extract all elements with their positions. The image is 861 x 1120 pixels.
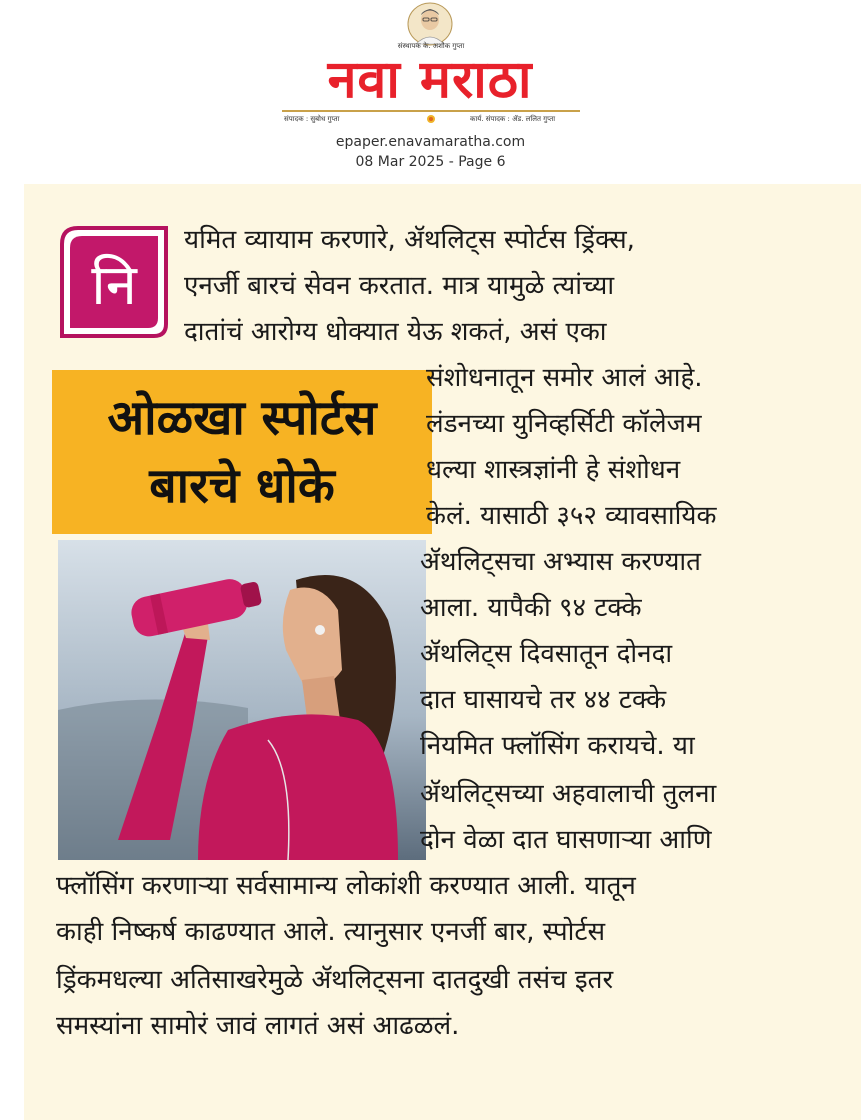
body-line: केलं. यासाठी ३५२ व्यावसायिक (426, 501, 717, 531)
dropcap-letter: नि (91, 253, 137, 318)
newspaper-logo[interactable]: नवा मराठा (327, 50, 533, 110)
body-line: दोन वेळा दात घासणाऱ्या आणि (420, 825, 712, 855)
rosette-icon (424, 113, 438, 125)
epaper-url[interactable]: epaper.enavamaratha.com (335, 134, 526, 150)
headline-box (52, 370, 432, 534)
executive-editor-credit: कार्य. संपादक : ॲड. ललित गुप्ता (470, 115, 556, 123)
body-line: धल्या शास्त्रज्ञांनी हे संशोधन (426, 455, 681, 485)
headline-line-1: ओळखा स्पोर्टस (107, 390, 377, 446)
dropcap-badge (54, 224, 174, 342)
body-line: आला. यापैकी ९४ टक्के (420, 593, 642, 623)
woman-drinking-water-photo (58, 540, 426, 860)
headline-line-2: बारचे धोके (149, 458, 335, 514)
body-line: यमित व्यायाम करणारे, ॲथलिट्स स्पोर्टस ड्रिंक्स, (184, 225, 635, 255)
body-line: फ्लॉसिंग करणाऱ्या सर्वसामान्य लोकांशी करण्यात आली. यातून (56, 871, 636, 901)
logo-divider (282, 110, 580, 112)
body-line: दात घासायचे तर ४४ टक्के (420, 685, 667, 715)
masthead (0, 0, 861, 180)
founder-tagline: संस्थापक के. अशोक गुप्ता (397, 42, 465, 50)
body-line: दातांचं आरोग्य धोक्यात येऊ शकतं, असं एका (184, 317, 607, 347)
body-line: लंडनच्या युनिव्हर्सिटी कॉलेजम (426, 409, 702, 439)
article-card (24, 184, 861, 1120)
body-line: नियमित फ्लॉसिंग करायचे. या (420, 731, 695, 761)
body-line: ॲथलिट्स दिवसातून दोनदा (420, 639, 673, 669)
editor-credit: संपादक : सुबोध गुप्ता (284, 115, 340, 123)
body-line: संशोधनातून समोर आलं आहे. (426, 363, 703, 393)
body-line: ॲथलिट्सचा अभ्यास करण्यात (420, 547, 701, 577)
body-line: एनर्जी बारचं सेवन करतात. मात्र यामुळे त्यांच्या (184, 271, 615, 301)
body-line: समस्यांना सामोरं जावं लागतं असं आढळलं. (56, 1011, 460, 1041)
body-line: ॲथलिट्सच्या अहवालाची तुलना (420, 779, 717, 809)
body-line: ड्रिंकमधल्या अतिसाखरेमुळे ॲथलिट्सना दातदुखी तसंच इतर (56, 965, 614, 995)
issue-date-page: 08 Mar 2025 - Page 6 (355, 154, 506, 170)
body-line: काही निष्कर्ष काढण्यात आले. त्यानुसार एनर्जी बार, स्पोर्टस (56, 917, 606, 947)
